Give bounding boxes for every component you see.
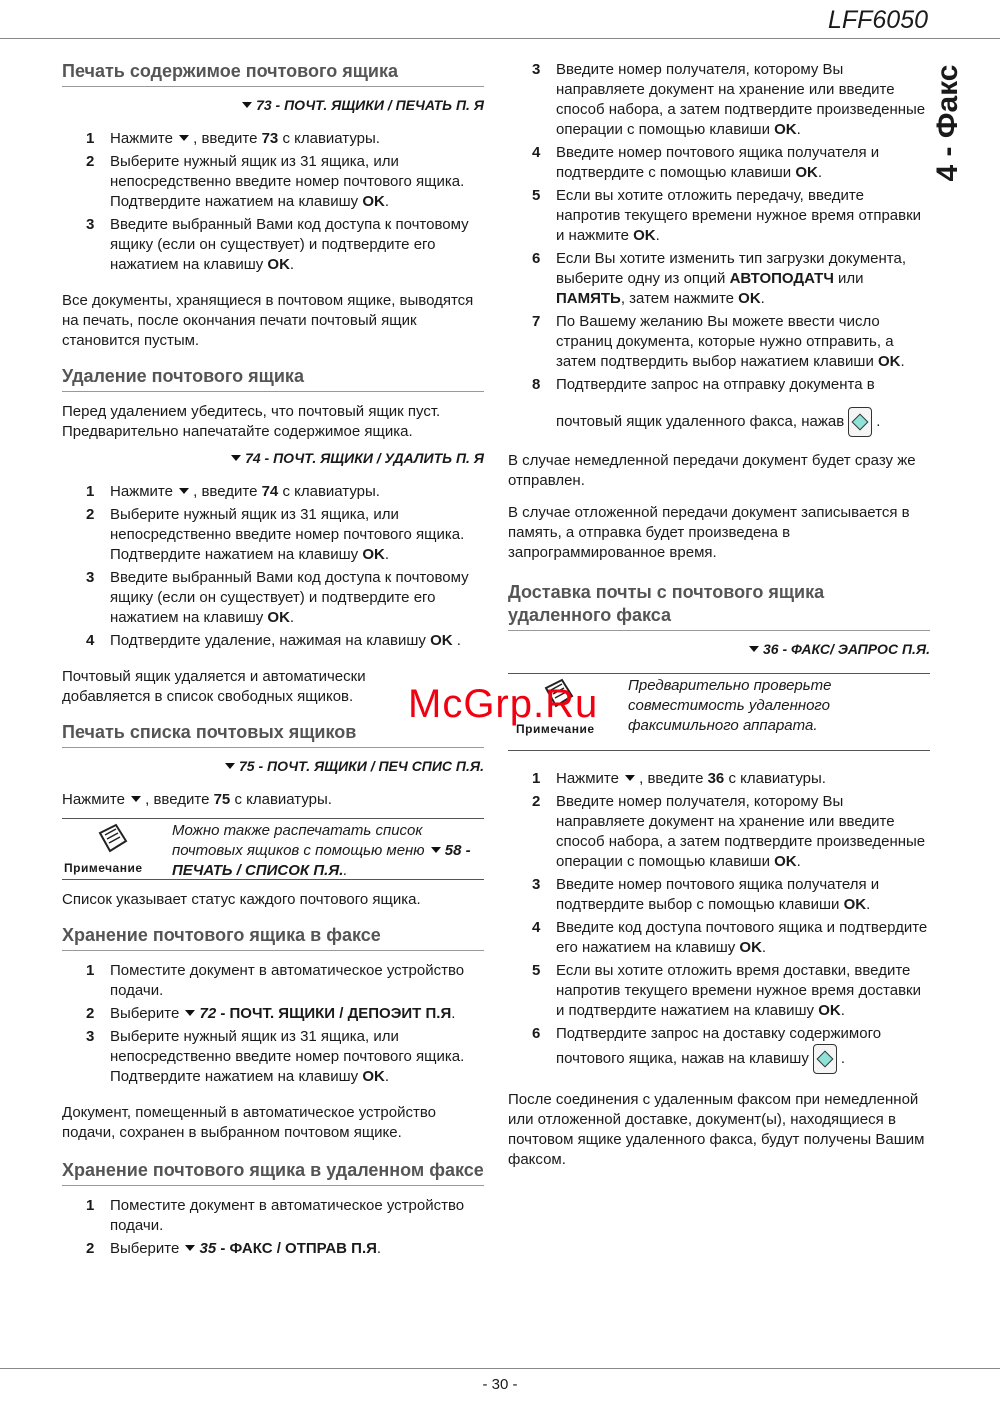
note-box — [62, 818, 484, 880]
send-button-icon — [813, 1044, 837, 1074]
list-item: 2 Выберите нужный ящик из 31 ящика, или непосредственно введите номер почтового ящика. Подтвердите нажатием на клавишу OK. — [86, 506, 465, 563]
section-title: Доставка почты с почтового ящика удаленного факса — [508, 581, 930, 631]
list-item: 2 Выберите 72 - ПОЧТ. ЯЩИКИ / ДЕПОЭИТ П.Я. — [86, 1005, 456, 1022]
down-arrow-icon — [625, 775, 635, 781]
down-arrow-icon — [231, 455, 241, 461]
steps-list — [508, 60, 930, 437]
send-button-icon — [848, 407, 872, 437]
list-item: 3 Введите выбранный Вами код доступа к почтовому ящику (если он существует) и подтвердите его нажатием на клавишу OK. — [86, 216, 469, 273]
list-item: 2 Выберите 35 - ФАКС / ОТПРАВ П.Я. — [86, 1240, 382, 1257]
list-item: 4 Подтвердите удаление, нажимая на клавишу OK . — [86, 632, 461, 649]
note-text: Можно также распечатать список почтовых ящиков с помощью меню 58 - ПЕЧАТЬ / СПИСОК П.Я.. — [172, 822, 471, 879]
paragraph: Почтовый ящик удаляется и автоматически добавляется в список свободных ящиков. — [62, 668, 366, 705]
down-arrow-icon — [179, 488, 189, 494]
list-item: 2 Выберите нужный ящик из 31 ящика, или непосредственно введите номер почтового ящика. Подтвердите нажатием на клавишу OK. — [86, 153, 465, 210]
menu-path: 73 - ПОЧТ. ЯЩИКИ / ПЕЧАТЬ П. Я — [62, 97, 484, 113]
menu-path: 74 - ПОЧТ. ЯЩИКИ / УДАЛИТЬ П. Я — [62, 450, 484, 466]
steps-list — [62, 482, 484, 651]
note-label: Примечание — [516, 722, 595, 736]
header-divider — [0, 38, 1000, 39]
paragraph: Перед удалением убедитесь, что почтовый ящик пуст. Предварительно напечатайте содержимое ящика. — [62, 403, 441, 440]
down-arrow-icon — [242, 102, 252, 108]
section-title: Хранение почтового ящика в удаленном факсе — [62, 1159, 484, 1186]
list-item: 5 Если вы хотите отложить время доставки, введите напротив текущего времени нужное время доставки и подтвердите нажатием на клавишу OK. — [532, 962, 921, 1019]
list-item: 4 Введите код доступа почтового ящика и подтвердите его нажатием на клавишу OK. — [532, 919, 928, 956]
footer-divider — [0, 1368, 1000, 1369]
list-item: 1 Нажмите , введите 74 с клавиатуры. — [86, 483, 380, 500]
section-title: Печать содержимое почтового ящика — [62, 60, 484, 87]
chapter-tab-label: 4 - Факс — [931, 64, 964, 181]
down-arrow-icon — [431, 847, 441, 853]
steps-list — [62, 961, 484, 1087]
section-title: Хранение почтового ящика в факсе — [62, 924, 484, 951]
paragraph: Документ, помещенный в автоматическое устройство подачи, сохранен в выбранном почтовом ящике. — [62, 1104, 436, 1141]
list-item: 1 Нажмите , введите 36 с клавиатуры. — [532, 770, 826, 787]
paragraph: Нажмите , введите 75 с клавиатуры. — [62, 791, 332, 808]
list-item: 3 Введите номер получателя, которому Вы направляете документ на хранение или введите способ набора, а затем подтвердите произведенные операции с помощью клавиши OK. — [532, 61, 926, 138]
menu-path: 36 - ФАКС/ ЭАПРОС П.Я. — [508, 641, 930, 657]
note-label: Примечание — [64, 861, 143, 875]
paragraph: В случае отложенной передачи документ записывается в память, а отправка будет произведена в запрограммированное время. — [508, 504, 910, 561]
model-name: LFF6050 — [827, 6, 928, 34]
list-item: 7 По Вашему желанию Вы можете ввести число страниц документа, которые нужно отправить, а затем подтвердить выбор нажатием клавиши OK. — [532, 313, 905, 370]
paragraph: Все документы, хранящиеся в почтовом ящике, выводятся на печать, после окончания печати почтовый ящик становится пустым. — [62, 292, 474, 349]
list-item: 2 Введите номер получателя, которому Вы направляете документ на хранение или введите способ набора, а затем подтвердите произведенные операции с помощью клавиши OK. — [532, 793, 926, 870]
paragraph: Список указывает статус каждого почтового ящика. — [62, 891, 421, 908]
steps-list — [62, 129, 484, 275]
list-item: 1 Поместите документ в автоматическое устройство подачи. — [86, 1197, 465, 1234]
down-arrow-icon — [185, 1010, 195, 1016]
list-item: 3 Введите номер почтового ящика получателя и подтвердите выбор с помощью клавиши OK. — [532, 876, 880, 913]
left-column — [62, 60, 484, 1275]
list-item: 4 Введите номер почтового ящика получателя и подтвердите с помощью клавиши OK. — [532, 144, 880, 181]
steps-list — [62, 1196, 484, 1259]
list-item: 1 Поместите документ в автоматическое устройство подачи. — [86, 962, 465, 999]
section-title: Удаление почтового ящика — [62, 365, 484, 392]
steps-list — [508, 769, 930, 1074]
right-column — [508, 60, 930, 1182]
down-arrow-icon — [749, 646, 759, 652]
chapter-tab — [928, 60, 968, 185]
list-item: 6 Если Вы хотите изменить тип загрузки документа, выберите одну из опций АВТОПОДАТЧ или ПАМЯТЬ, затем нажмите OK. — [532, 250, 907, 307]
note-text: Предварительно проверьте совместимость удаленного факсимильного аппарата. — [628, 677, 832, 734]
down-arrow-icon — [131, 796, 141, 802]
section-title: Печать списка почтовых ящиков — [62, 721, 484, 748]
list-item: 8 Подтвердите запрос на отправку документа в почтовый ящик удаленного факса, нажав . — [508, 375, 930, 437]
paragraph: В случае немедленной передачи документ будет сразу же отправлен. — [508, 452, 916, 489]
down-arrow-icon — [185, 1245, 195, 1251]
paragraph: После соединения с удаленным факсом при немедленной или отложенной доставке, документ(ы), находящиеся в почтовом ящике удаленного факса, будут получены Вашим факсом. — [508, 1091, 925, 1168]
watermark: McGrp.Ru — [408, 682, 599, 726]
list-item: 3 Введите выбранный Вами код доступа к почтовому ящику (если он существует) и подтвердите его нажатием на клавишу OK. — [86, 569, 469, 626]
list-item: 3 Выберите нужный ящик из 31 ящика, или непосредственно введите номер почтового ящика. Подтвердите нажатием на клавишу OK. — [86, 1028, 465, 1085]
list-item: 1 Нажмите , введите 73 с клавиатуры. — [86, 130, 380, 147]
list-item: 6 Подтвердите запрос на доставку содержимого почтового ящика, нажав на клавишу . — [508, 1024, 930, 1074]
page-number: - 30 - — [482, 1376, 518, 1393]
list-item: 5 Если вы хотите отложить передачу, введите напротив текущего времени нужное время отправки и нажмите OK. — [532, 187, 922, 244]
down-arrow-icon — [225, 763, 235, 769]
down-arrow-icon — [179, 135, 189, 141]
notepad-icon — [96, 823, 130, 853]
menu-path: 75 - ПОЧТ. ЯЩИКИ / ПЕЧ СПИС П.Я. — [62, 758, 484, 774]
